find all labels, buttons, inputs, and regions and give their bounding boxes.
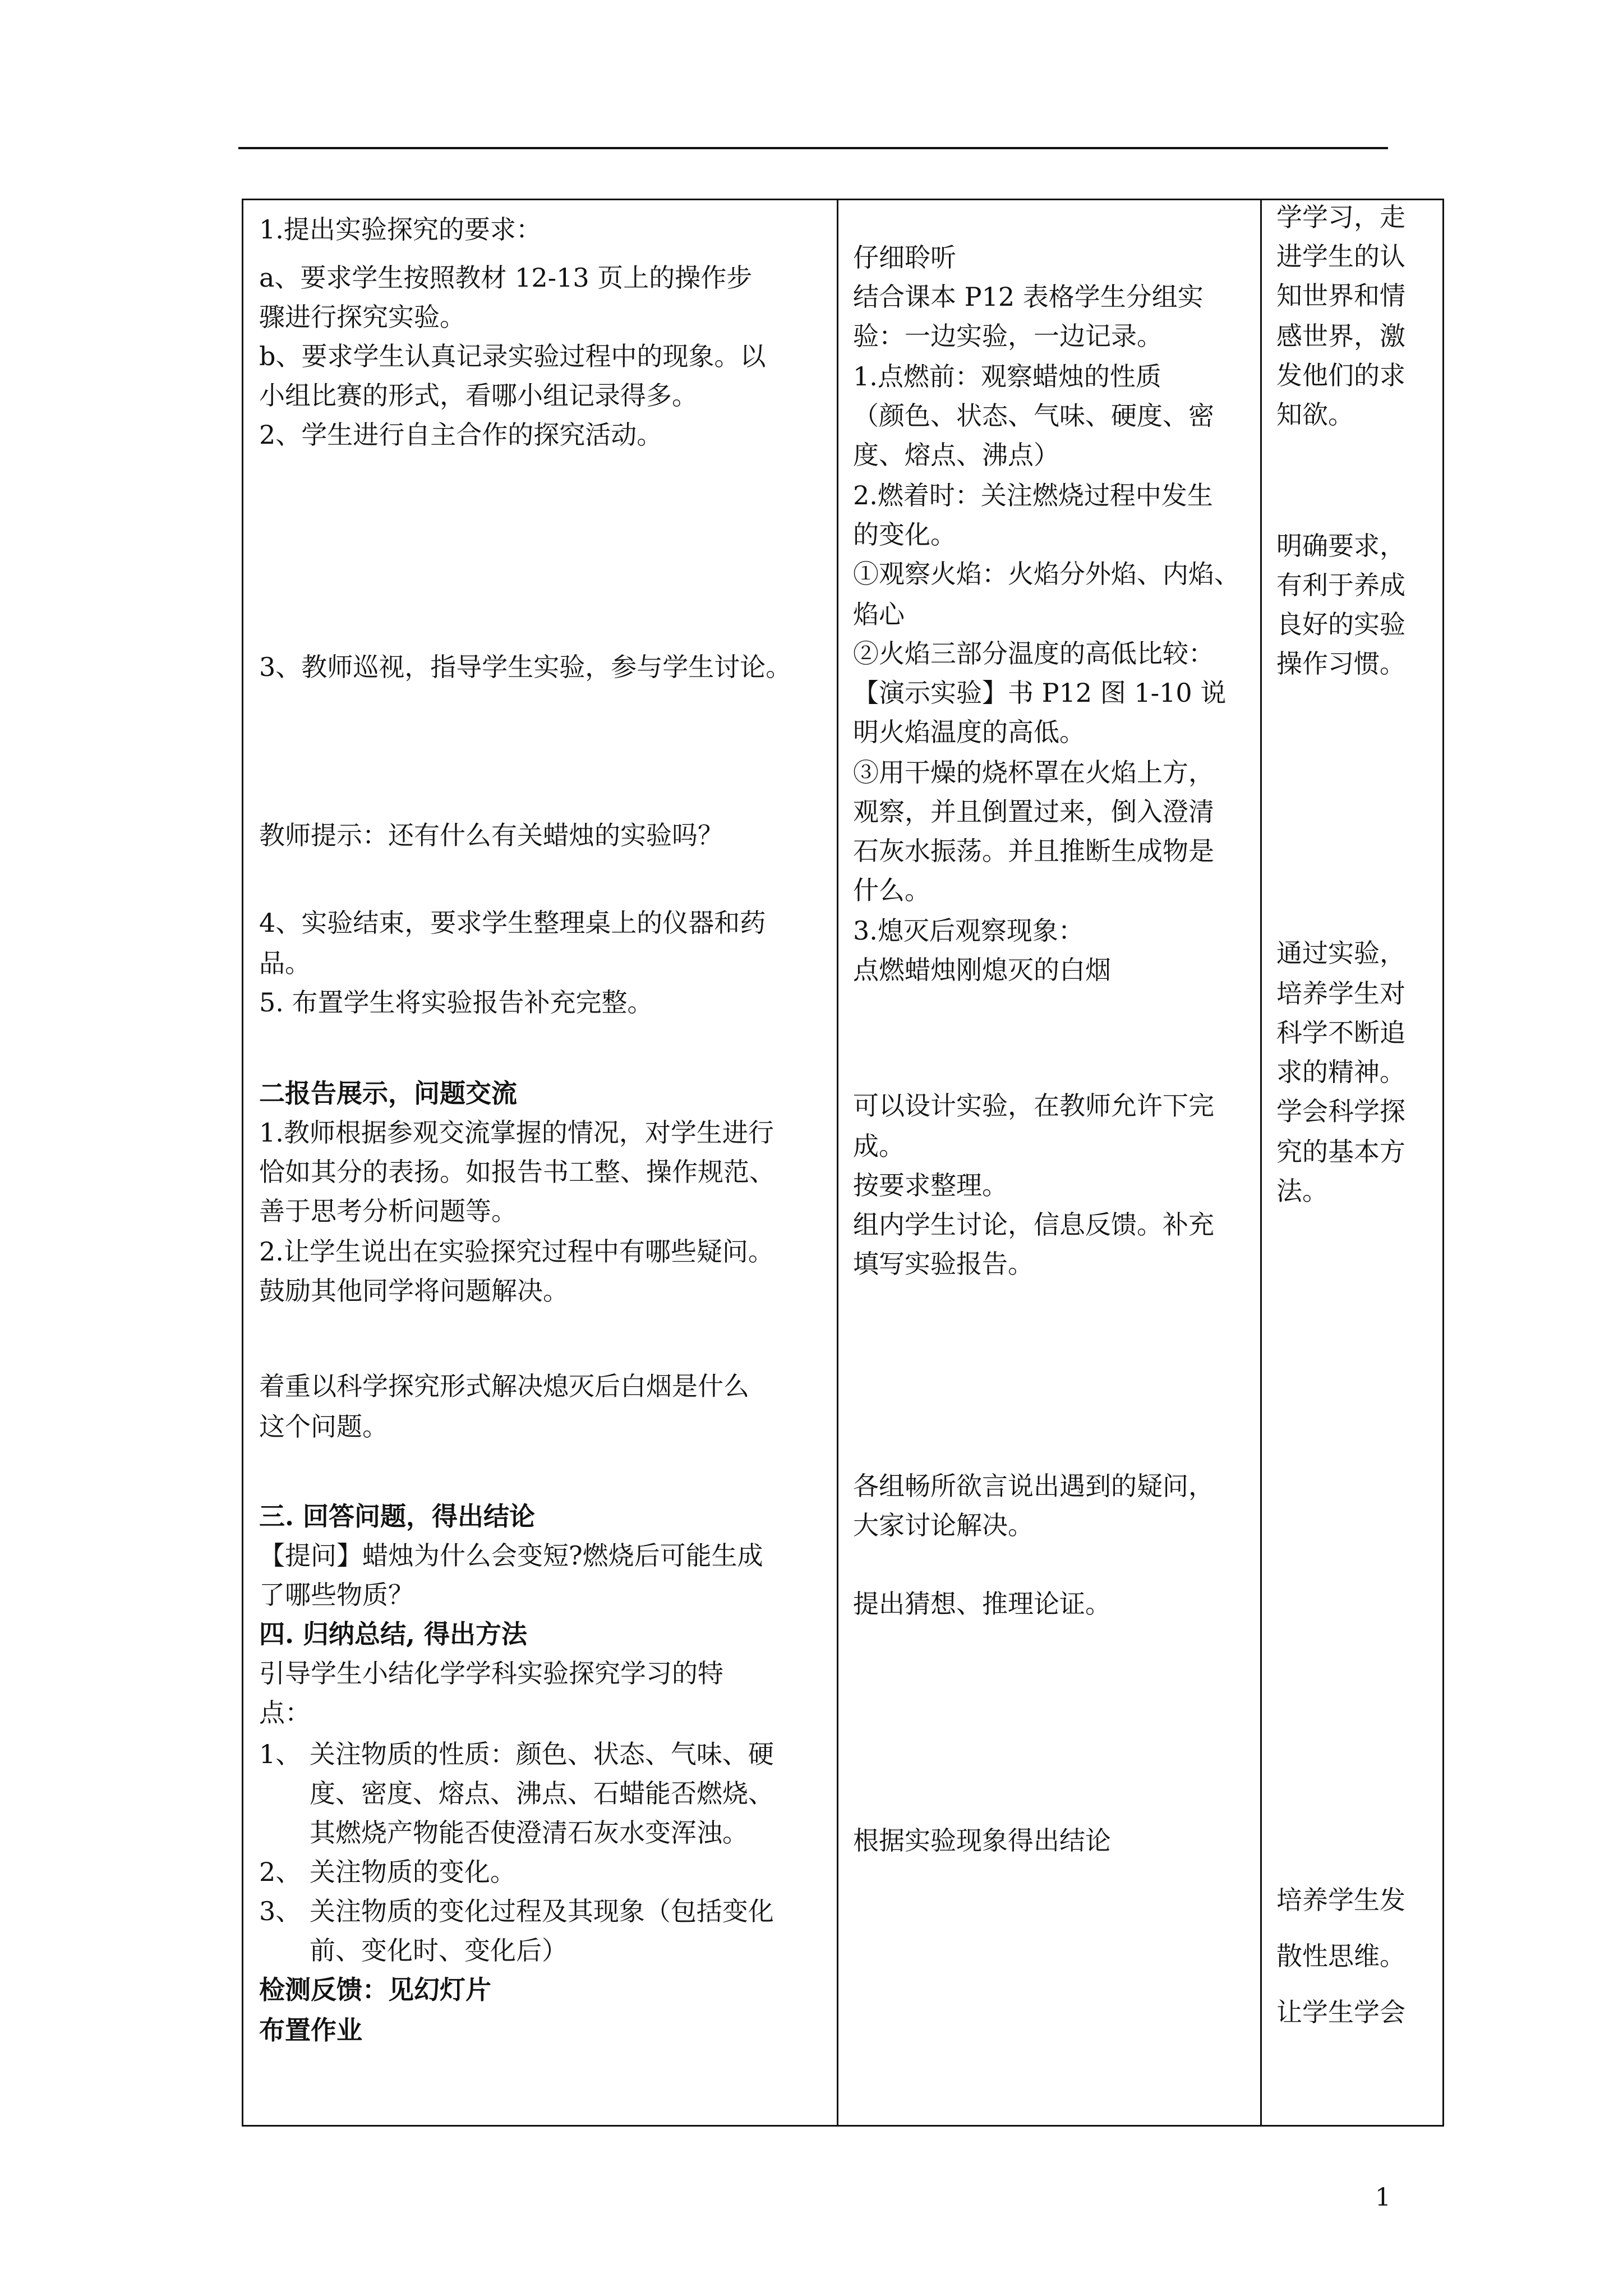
text-line: 知欲。 xyxy=(1276,399,1354,430)
text-line: 明确要求， xyxy=(1276,531,1405,561)
text-line: 前、变化时、变化后） xyxy=(310,1935,568,1966)
student-activity-cell xyxy=(838,200,1261,2126)
text-line: 其燃烧产物能否使澄清石灰水变浑浊。 xyxy=(310,1818,748,1848)
section-heading: 二报告展示，问题交流 xyxy=(259,1078,517,1108)
text-line: 2、 关注物质的变化。 xyxy=(259,1857,516,1887)
text-line: 3、教师巡视，指导学生实验，参与学生讨论。 xyxy=(259,652,792,682)
text-line: 良好的实验 xyxy=(1276,609,1405,639)
text-line: ②火焰三部分温度的高低比较： xyxy=(853,638,1214,669)
text-line: 着重以科学探究形式解决熄灭后白烟是什么 xyxy=(259,1371,749,1401)
text-line: 2、学生进行自主合作的探究活动。 xyxy=(259,420,663,450)
text-line: 3.熄灭后观察现象： xyxy=(853,915,1084,946)
text-line: 感世界，激 xyxy=(1276,321,1405,351)
text-line: 品。 xyxy=(259,948,311,978)
lesson-plan-table xyxy=(242,199,1444,2127)
text-line: 学会科学探 xyxy=(1276,1096,1405,1126)
text-line: 可以设计实验，在教师允许下完 xyxy=(853,1091,1214,1121)
text-line: 善于思考分析问题等。 xyxy=(259,1196,517,1226)
text-line: 填写实验报告。 xyxy=(853,1249,1034,1279)
text-line: ①观察火焰：火焰分外焰、内焰、 xyxy=(853,559,1240,589)
text-line: 骤进行探究实验。 xyxy=(259,302,465,332)
text-line: 4、实验结束，要求学生整理桌上的仪器和药 xyxy=(259,908,766,938)
section-heading: 检测反馈：见幻灯片 xyxy=(259,1975,491,2005)
text-line: 结合课本 P12 表格学生分组实 xyxy=(853,282,1204,312)
text-line: 1.提出实验探究的要求： xyxy=(259,214,542,245)
text-line: 2.让学生说出在实验探究过程中有哪些疑问。 xyxy=(259,1236,774,1267)
text-line: 学学习，走 xyxy=(1276,202,1405,232)
text-line: 明火焰温度的高低。 xyxy=(853,717,1085,747)
text-line: 教师提示：还有什么有关蜡烛的实验吗？ xyxy=(259,820,723,850)
page-number: 1 xyxy=(1375,2183,1391,2212)
text-line: 点燃蜡烛刚熄灭的白烟 xyxy=(853,955,1111,985)
text-line: 大家讨论解决。 xyxy=(853,1510,1034,1540)
text-line: 引导学生小结化学学科实验探究学习的特 xyxy=(259,1658,723,1688)
text-line: 【提问】蜡烛为什么会变短?燃烧后可能生成 xyxy=(259,1540,763,1571)
text-line: 进学生的认 xyxy=(1276,241,1405,272)
text-line: 发他们的求 xyxy=(1276,360,1405,390)
text-line: ③用干燥的烧杯罩在火焰上方， xyxy=(853,757,1214,788)
text-line: 提出猜想、推理论证。 xyxy=(853,1589,1111,1619)
text-line: 各组畅所欲言说出遇到的疑问， xyxy=(853,1471,1214,1501)
text-line: 了哪些物质？ xyxy=(259,1580,414,1610)
text-line: 法。 xyxy=(1276,1176,1328,1206)
text-line: b、要求学生认真记录实验过程中的现象。以 xyxy=(259,341,766,371)
text-line: 焰心 xyxy=(853,599,905,629)
text-line: 仔细聆听 xyxy=(853,242,956,273)
text-line: 观察，并且倒置过来，倒入澄清 xyxy=(853,797,1214,827)
text-line: 石灰水振荡。并且推断生成物是 xyxy=(853,836,1214,866)
section-heading: 布置作业 xyxy=(259,2015,362,2045)
text-line: 1.点燃前：观察蜡烛的性质 xyxy=(853,361,1161,392)
text-line: 求的精神。 xyxy=(1276,1057,1405,1087)
design-intent-cell xyxy=(1261,200,1444,2126)
text-line: 科学不断追 xyxy=(1276,1018,1405,1048)
text-line: 散性思维。 xyxy=(1276,1941,1405,1971)
section-heading: 三. 回答问题，得出结论 xyxy=(259,1501,536,1531)
text-line: 度、熔点、沸点） xyxy=(853,440,1059,470)
text-line: 验：一边实验，一边记录。 xyxy=(853,321,1163,351)
text-line: 1.教师根据参观交流掌握的情况，对学生进行 xyxy=(259,1117,774,1148)
text-line: 培养学生发 xyxy=(1276,1885,1405,1915)
text-line: 这个问题。 xyxy=(259,1411,388,1442)
text-line: （颜色、状态、气味、硬度、密 xyxy=(853,401,1214,431)
text-line: 小组比赛的形式，看哪小组记录得多。 xyxy=(259,380,698,411)
text-line: 成。 xyxy=(853,1131,905,1161)
text-line: 让学生学会 xyxy=(1276,1997,1405,2027)
text-line: 的变化。 xyxy=(853,519,956,550)
text-line: 恰如其分的表扬。如报告书工整、操作规范、 xyxy=(259,1157,775,1187)
text-line: 【演示实验】书 P12 图 1-10 说 xyxy=(853,678,1227,708)
text-line: 按要求整理。 xyxy=(853,1170,1008,1200)
table-row xyxy=(243,200,1444,2126)
text-line: 根据实验现象得出结论 xyxy=(853,1825,1111,1856)
text-line: 究的基本方 xyxy=(1276,1137,1405,1167)
text-line: 5. 布置学生将实验报告补充完整。 xyxy=(259,987,653,1018)
header-rule xyxy=(238,147,1388,149)
section-heading: 四. 归纳总结, 得出方法 xyxy=(259,1619,528,1649)
text-line: 通过实验， xyxy=(1276,938,1405,968)
text-line: 有利于养成 xyxy=(1276,570,1405,600)
text-line: 点： xyxy=(259,1697,311,1728)
text-line: 2.燃着时：关注燃烧过程中发生 xyxy=(853,480,1213,510)
text-line: 操作习惯。 xyxy=(1276,648,1405,679)
text-line: 培养学生对 xyxy=(1276,978,1405,1009)
text-line: 1、 关注物质的性质：颜色、状态、气味、硬 xyxy=(259,1739,774,1769)
text-line: 组内学生讨论，信息反馈。补充 xyxy=(853,1209,1214,1240)
text-line: 度、密度、熔点、沸点、石蜡能否燃烧、 xyxy=(310,1778,774,1809)
teacher-activity-cell xyxy=(243,200,838,2126)
text-line: a、要求学生按照教材 12-13 页上的操作步 xyxy=(259,263,753,293)
text-line: 鼓励其他同学将问题解决。 xyxy=(259,1276,569,1306)
text-line: 知世界和情 xyxy=(1276,280,1405,311)
text-line: 3、 关注物质的变化过程及其现象（包括变化 xyxy=(259,1896,774,1926)
text-line: 什么。 xyxy=(853,875,930,905)
